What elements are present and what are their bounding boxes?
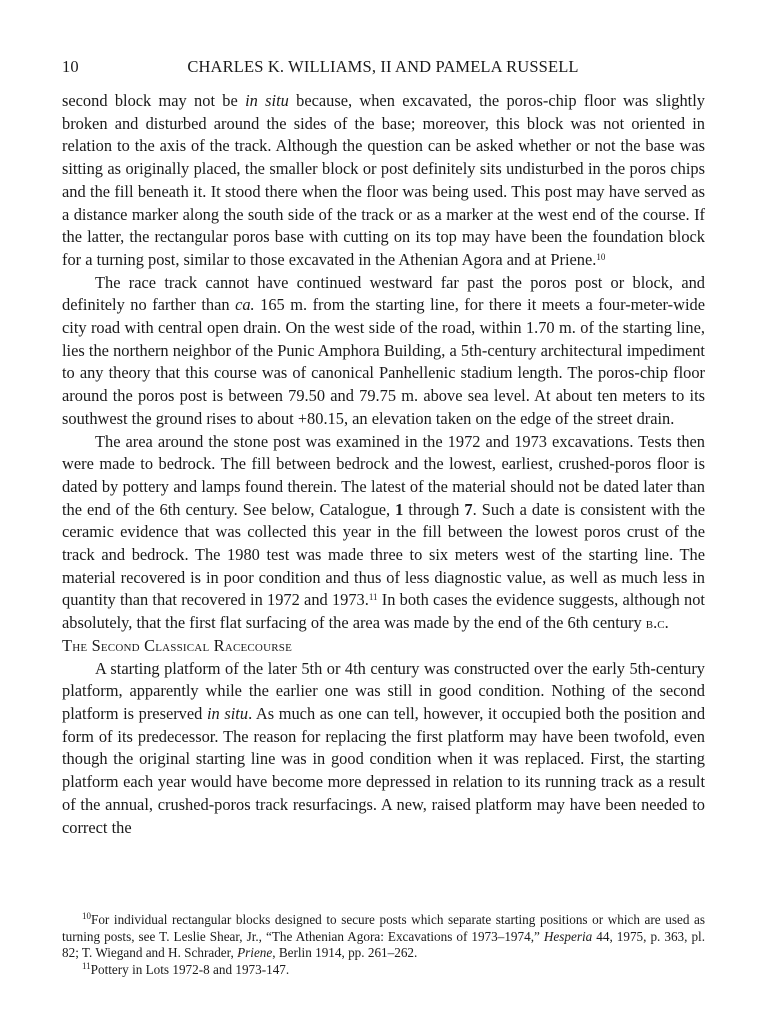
text-run: For individual rectangular blocks designed to secure posts which separate starting positions or which are used as turning posts, see T. Leslie Shear, Jr., “The Athenian Agora: Excavations of 1973–1974,” bbox=[62, 912, 705, 944]
italic-run: ca. bbox=[235, 295, 255, 315]
text-run: because, when excavated, the poros-chip floor was slightly broken and disturbed around the sides of the base; moreover, this block was not oriented in relation to the axis of the track. Although the question can be asked whether or not the base was sitting as originally placed, the smaller block or post definitely sits undisturbed in the poros chips and the fill beneath it. It stood there when the floor was being used. This post may have served as a distance marker along the south side of the track or as a marker at the west end of the course. If the latter, the rectangular poros base with cutting on its top may have been the foundation block for a turning post, similar to those excavated in the Athenian Agora and at Priene. bbox=[62, 91, 705, 269]
footnote-10 bbox=[62, 912, 705, 962]
footnote-ref-11[interactable]: 11 bbox=[368, 592, 378, 603]
footnote-number: 10 bbox=[82, 911, 91, 921]
era-abbreviation: b.c. bbox=[645, 613, 669, 633]
page-number: 10 bbox=[62, 57, 79, 76]
footnote-number: 11 bbox=[82, 960, 91, 971]
text-run: In both cases the evidence suggests, although not absolutely, that the first flat surfacing of the area was made by the end of the 6th century bbox=[62, 590, 705, 633]
catalogue-ref: 1 bbox=[395, 499, 404, 519]
text-run: The area around the stone post was examined in the 1972 and 1973 excavations. Tests then were made to bedrock. The fill between bedrock and the lowest, earliest, crushed-poros floor is dated by pottery and lamps found therein. The latest of the material should not be dated later than the end of the 6th century. See below, Catalogue, bbox=[62, 431, 705, 519]
italic-run: in situ bbox=[206, 703, 249, 723]
text-run: Pottery in Lots 1972-8 and 1973-147. bbox=[90, 961, 290, 977]
running-title: CHARLES K. WILLIAMS, II AND PAMELA RUSSELL bbox=[187, 57, 579, 76]
text-run: A starting platform of the later 5th or 4th century was constructed over the early 5th-century platform, apparently while the earlier one was still in good condition. Nothing of the second platform is preserved bbox=[62, 658, 705, 723]
text-run: second block may not be bbox=[62, 91, 246, 110]
text-run: 165 m. from the starting line, for there it meets a four-meter-wide city road with central open drain. On the west side of the road, within 1.70 m. of the starting line, lies the northern neighbor of the Punic Amphora Building, a 5th-century architectural impediment to any theory that this course was of canonical Panhellenic stadium length. The poros-chip floor around the poros post is between 79.50 and 79.75 m. above sea level. At about ten meters to its southwest the ground rises to about +80.15, an elevation taken on the edge of the street drain. bbox=[62, 295, 705, 428]
text-run: . Such a date is consistent with the ceramic evidence that was collected this year in the fill between the lowest poros crust of the track and bedrock. The 1980 test was made three to six meters west of the starting line. The material recovered is in poor condition and thus of less diagnostic value, as well as much less in quantity than that recovered in 1972 and 1973. bbox=[62, 499, 705, 610]
paragraph-2 bbox=[62, 272, 705, 431]
footnotes bbox=[62, 912, 705, 978]
catalogue-ref: 7 bbox=[464, 499, 473, 519]
text-run: , Berlin 1914, pp. 261–262. bbox=[272, 945, 418, 961]
footnote-ref-10[interactable]: 10 bbox=[596, 251, 606, 262]
paragraph-4 bbox=[62, 658, 705, 840]
paragraph-3 bbox=[62, 431, 705, 635]
italic-run: Hesperia bbox=[543, 928, 593, 944]
section-heading: The Second Classical Racecourse bbox=[62, 635, 292, 655]
footnote-11 bbox=[62, 962, 705, 979]
body-text bbox=[62, 90, 705, 839]
text-run: . As much as one can tell, however, it occupied both the position and form of its predecessor. The reason for replacing the first platform may have been twofold, even though the original starting line was in good condition when it was replaced. First, the starting platform each year would have become more depressed in relation to its running track as a result of the annual, crushed-poros track resurfacings. A new, raised platform may have been needed to correct the bbox=[62, 703, 706, 837]
paragraph-1 bbox=[62, 90, 705, 272]
text-run: 44, 1975, p. 363, pl. 82; T. Wiegand and H. Schrader, bbox=[62, 928, 705, 961]
text-run: The race track cannot have continued westward far past the poros post or block, and definitely no farther than bbox=[62, 272, 705, 315]
italic-run: in situ bbox=[245, 91, 289, 110]
text-run: through bbox=[403, 499, 465, 519]
italic-run: Priene bbox=[237, 945, 273, 961]
